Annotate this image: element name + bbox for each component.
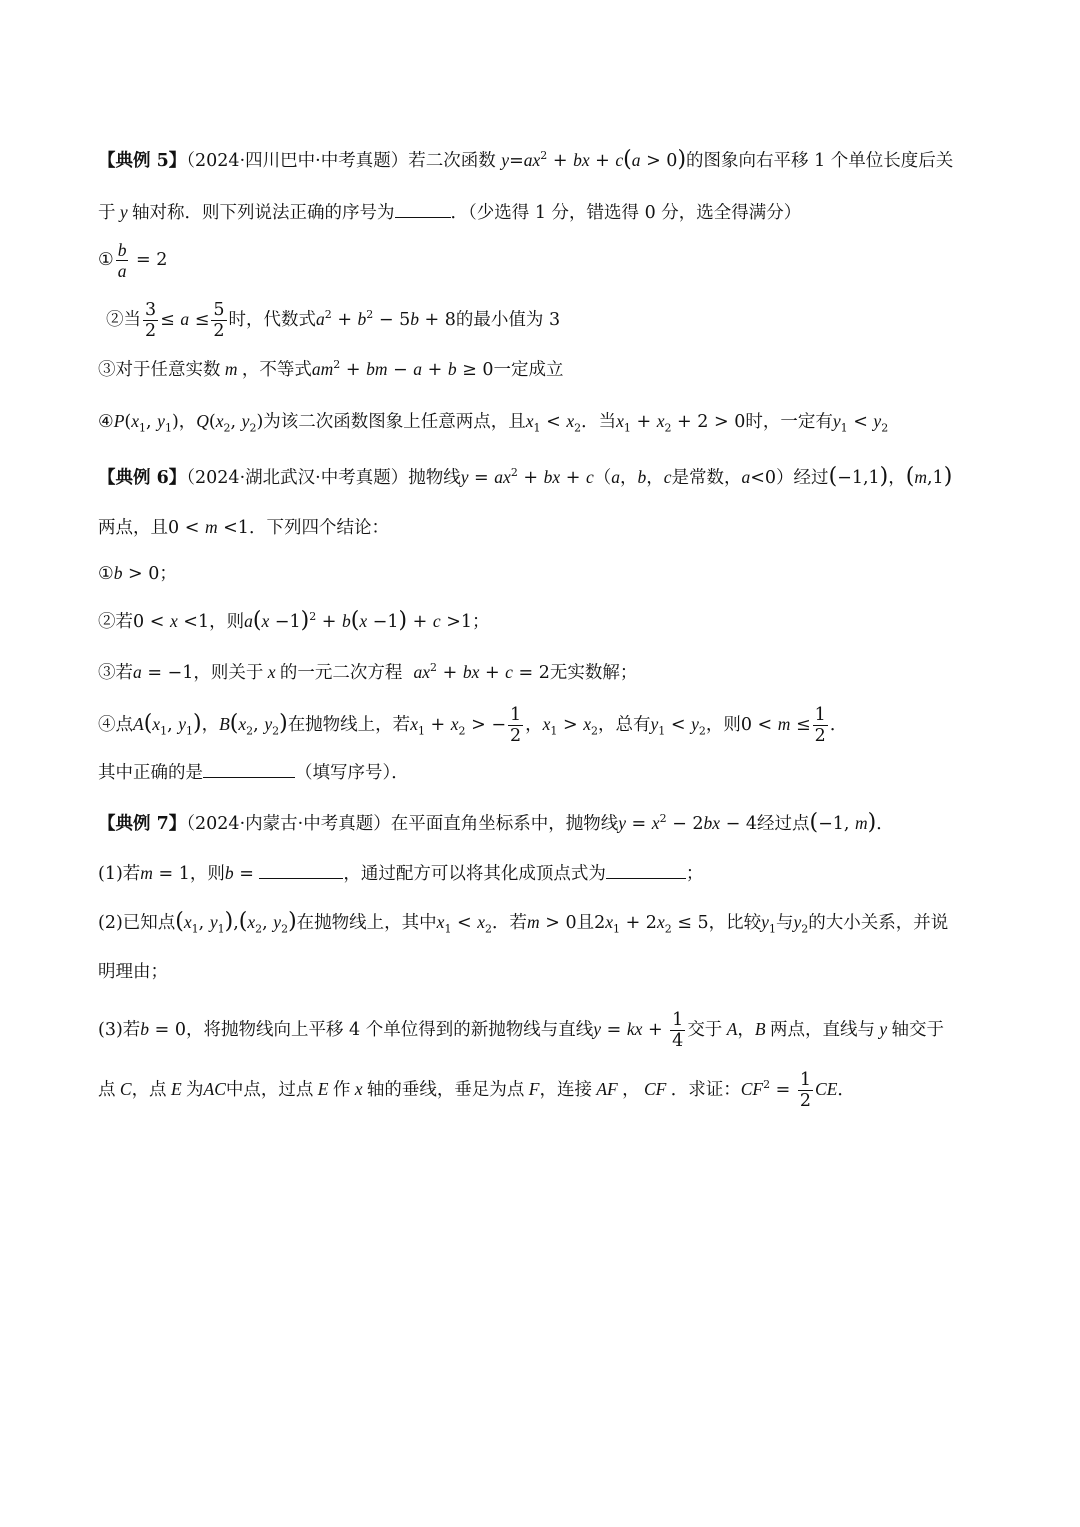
answer-blank[interactable] bbox=[203, 759, 295, 778]
choice-text: ，则 bbox=[209, 612, 245, 632]
choice-marker: ① bbox=[98, 564, 114, 584]
ex7-text: 在平面直角坐标系中，抛物线 bbox=[390, 814, 619, 834]
answer-blank[interactable] bbox=[395, 199, 451, 218]
ex5-intro-line2: 于 y 轴对称．则下列说法正确的序号为 ．（少选得 1 分，错选得 0 分，选全得满分） bbox=[98, 197, 1000, 228]
choice-text: 的最小值为 3 bbox=[455, 310, 561, 330]
ex5-label: 【典例 5】 bbox=[98, 151, 187, 171]
choice-text: ，不等式 bbox=[241, 360, 312, 380]
ex7-question-3-cont: 点 C，点 E 为AC中点，过点 E 作 x 轴的垂线，垂足为点 F，连接 AF ， CF ．求证：$CF^2$ = $\frac{1}{2}$ CE． bbox=[98, 1070, 855, 1111]
choice-marker: ④ bbox=[98, 412, 114, 432]
ex5-function-formula: y bbox=[501, 150, 510, 170]
ex6-intro-line1: 【典例 6】（2024·湖北武汉·中考真题）抛物线$y = ax^2$ + bx + c（a，b，c是常数，a<0）经过(−1,1)，(m,1) bbox=[98, 464, 953, 489]
question-text: ； bbox=[685, 864, 704, 884]
choice-text: 为该二次函数图象上任意两点，且 bbox=[263, 412, 526, 432]
ex7-text: ． bbox=[876, 814, 894, 834]
ex5-text: 于 bbox=[98, 203, 116, 223]
ex7-label: 【典例 7】 bbox=[98, 814, 187, 834]
ex6-text: 抛物线 bbox=[408, 468, 461, 488]
ex7-text: 经过点 bbox=[756, 814, 810, 834]
ex5-text: 轴对称．则下列说法正确的序号为 bbox=[132, 203, 395, 223]
ex5-source: （2024·四川巴中·中考真题） bbox=[186, 151, 409, 171]
ex6-text: ）经过 bbox=[776, 468, 829, 488]
choice-text: ； bbox=[159, 564, 177, 584]
question-text: ，则 bbox=[189, 864, 225, 884]
question-text: (3)若 bbox=[98, 1020, 141, 1040]
choice-text: ③若 bbox=[98, 663, 133, 683]
choice-text: ．当 bbox=[581, 412, 617, 432]
question-text: 的大小关系，并说 bbox=[808, 913, 949, 933]
ex7-question-2-cont bbox=[98, 957, 1000, 987]
question-text: 作 bbox=[332, 1080, 351, 1100]
question-text: 交于 bbox=[687, 1020, 723, 1040]
question-text: (2)已知点 bbox=[98, 913, 176, 933]
ex6-text: 两点，且 bbox=[98, 518, 168, 538]
ex6-text: （ bbox=[593, 468, 612, 488]
question-text: 其中正确的是 bbox=[98, 763, 203, 783]
question-text: ． bbox=[837, 1080, 855, 1100]
answer-blank[interactable] bbox=[606, 860, 686, 879]
question-text: 点 bbox=[98, 1080, 116, 1100]
question-text: 两点，直线与 bbox=[769, 1020, 875, 1040]
choice-text: ； bbox=[472, 612, 490, 632]
ex6-source: （2024·湖北武汉·中考真题） bbox=[186, 468, 409, 488]
ex5-text: 若二次函数 bbox=[408, 151, 496, 171]
choice-text: ， bbox=[525, 715, 543, 735]
question-text: 中点，过点 bbox=[225, 1080, 314, 1100]
choice-text: ， bbox=[201, 715, 220, 735]
ex7-question-1: (1)若m = 1，则b = ，通过配方可以将其化成顶点式为 ； bbox=[98, 858, 1000, 889]
question-text: ．求证： bbox=[670, 1080, 741, 1100]
choice-text: ，总有 bbox=[598, 715, 651, 735]
choice-text: ④点 bbox=[98, 715, 133, 735]
ex5-choice-1: ① $\frac{b}{a}$ = 2 bbox=[98, 240, 168, 281]
choice-text: 在抛物线上，若 bbox=[287, 715, 411, 735]
ex6-question bbox=[98, 758, 1000, 788]
ex5-choice-2: ②当 $\frac{3}{2}$ ≤ a ≤ $\frac{5}{2}$ 时，代数式$a^2 + b^2 - 5b + 8$的最小值为 3 bbox=[106, 300, 561, 341]
question-text: ，连接 bbox=[539, 1080, 592, 1100]
question-text: 与 bbox=[775, 913, 794, 933]
choice-text: 无实数解； bbox=[549, 663, 638, 683]
choice-marker: ① bbox=[98, 250, 114, 270]
choice-text: ， bbox=[178, 412, 197, 432]
question-text: 为 bbox=[186, 1080, 204, 1100]
answer-blank[interactable] bbox=[259, 860, 343, 879]
ex7-intro: 【典例 7】（2024·内蒙古·中考真题）在平面直角坐标系中，抛物线$y = x^2 - 2bx - 4$经过点(−1, m)． bbox=[98, 810, 894, 835]
choice-text: 的一元二次方程 bbox=[279, 663, 403, 683]
question-text: ．若 bbox=[492, 913, 528, 933]
choice-text: ，则 bbox=[705, 715, 741, 735]
choice-text: ②当 bbox=[106, 310, 141, 330]
choice-text: ②若 bbox=[98, 612, 133, 632]
question-text: (1)若 bbox=[98, 864, 141, 884]
ex6-intro-line2: 两点，且0 < m <1．下列四个结论： bbox=[98, 517, 389, 538]
question-text: ，通过配方可以将其化成顶点式为 bbox=[343, 864, 606, 884]
ex5-intro-line1: 【典例 5】（2024·四川巴中·中考真题）若二次函数 $y=ax^2$ + bx + c(a > 0)的图象向右平移 1 个单位长度后关 bbox=[98, 147, 954, 172]
question-text: 轴的垂线，垂足为点 bbox=[366, 1080, 525, 1100]
question-text: ，将抛物线向上平移 4 个单位得到的新抛物线与直线 bbox=[185, 1020, 594, 1040]
ex6-choice-2: ②若0 < x <1，则$a(x -1)^2 + b(x -1) + c >1$； bbox=[98, 608, 490, 633]
choice-text: ，则关于 bbox=[193, 663, 264, 683]
ex5-text: 的图象向右平移 1 个单位长度后关 bbox=[686, 151, 954, 171]
choice-text: 时，代数式 bbox=[228, 310, 316, 330]
question-text: 轴交于 bbox=[891, 1020, 944, 1040]
question-text: ， bbox=[622, 1080, 640, 1100]
ex6-choice-4: ④点$A(x_1$, $y_1$)，$B(x_2$, $y_2$)在抛物线上，若$x_1 + x_2$ > − $\frac{1}{2}$ ，$x_1 > x_2$，总有$y_1 < y_2$，则0 < m ≤ $\frac{1}{2}$ ． bbox=[98, 705, 848, 746]
ex7-question-2: (2)已知点($x_1$, $y_1),(x_2$, $y_2$)在抛物线上，其中$x_1 < x_2$．若m > 0且$2x_1 + 2x_2 \le 5$，比较$y_1$与$y_2$的大小关系，并说 bbox=[98, 909, 949, 936]
question-text: 且 bbox=[576, 913, 595, 933]
choice-text: ③对于任意实数 bbox=[98, 360, 221, 380]
question-text: 在抛物线上，其中 bbox=[296, 913, 437, 933]
ex6-choice-1: ①b > 0； bbox=[98, 563, 177, 584]
ex6-text: 是常数， bbox=[671, 468, 742, 488]
ex7-question-3: (3)若b = 0，将抛物线向上平移 4 个单位得到的新抛物线与直线y = kx + $\frac{1}{4}$ 交于 A，B 两点，直线与 y 轴交于 bbox=[98, 1010, 944, 1051]
ex6-text: ， bbox=[888, 468, 906, 488]
question-text: （填写序号）． bbox=[295, 763, 409, 783]
ex6-text: ．下列四个结论： bbox=[248, 518, 389, 538]
choice-text: 一定成立 bbox=[493, 360, 564, 380]
ex5-choice-4: $④P(x_1$, $y_1$)，$Q(x_2$, $y_2$)为该二次函数图象上任意两点，且$x_1 < x_2$．当$x_1 + x_2 + 2 > 0$时，一定有$y_1 < y_2$ bbox=[98, 411, 889, 435]
ex6-label: 【典例 6】 bbox=[98, 468, 187, 488]
choice-text: 时，一定有 bbox=[745, 412, 833, 432]
question-text: ，比较 bbox=[708, 913, 762, 933]
choice-text: ． bbox=[829, 715, 848, 735]
ex6-choice-3: ③若a = −1，则关于 x 的一元二次方程 $ax^2$ + bx + c = 2无实数解； bbox=[98, 661, 638, 683]
question-text: 明理由； bbox=[98, 962, 168, 982]
question-text: ，点 bbox=[131, 1080, 167, 1100]
ex7-source: （2024·内蒙古·中考真题） bbox=[186, 814, 391, 834]
ex5-text: ．（少选得 1 分，错选得 0 分，选全得满分） bbox=[450, 203, 802, 223]
ex5-choice-3: ③对于任意实数 m ，不等式$am^2$ + bm − a + b ≥ 0一定成立 bbox=[98, 358, 564, 380]
